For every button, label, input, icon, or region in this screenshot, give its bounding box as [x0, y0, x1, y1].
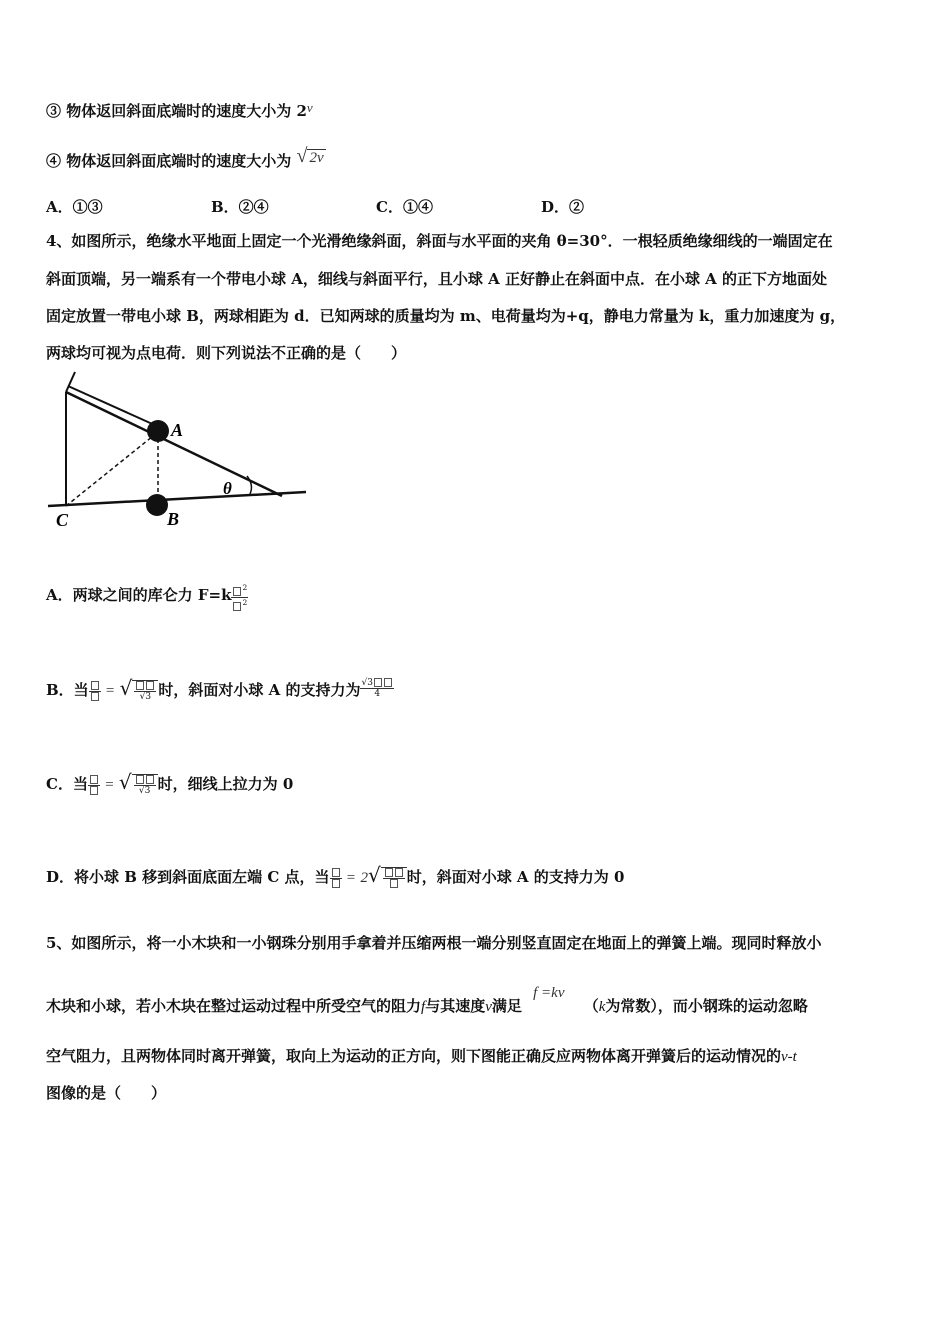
dashed-ca	[66, 432, 158, 506]
q4-figure	[40, 370, 310, 535]
sqrt-icon: √	[368, 863, 407, 889]
label-theta: θ	[223, 479, 232, 498]
q5-line-3: 空气阻力，且两物体同时离开弹簧，取向上为运动的正方向，则下图能正确反应两物体离开弹簧后的运动情况的v-t	[46, 1047, 797, 1065]
q3-choice-c[interactable]: C．①④	[376, 198, 433, 216]
fraction-icon	[89, 681, 101, 702]
q4-line-4: 两球均可视为点电荷．则下列说法不正确的是（ ）	[46, 344, 407, 362]
sqrt-icon: √ √3	[120, 676, 159, 702]
thread	[68, 386, 159, 427]
ball-b	[146, 494, 168, 516]
q4-line-3: 固定放置一带电小球 B，两球相距为 d．已知两球的质量均为 m、电荷量均为+q，静电力常量为 k，重力加速度为 g，	[46, 307, 846, 325]
q3-choice-a[interactable]: A．①③	[46, 198, 103, 216]
ground-line	[48, 492, 306, 506]
q3-choice-b[interactable]: B．②④	[211, 198, 269, 216]
fraction-icon: $\frac{^2}{^2}$	[231, 583, 248, 612]
ball-a	[147, 420, 169, 442]
q4-line-1: 4、如图所示，绝缘水平地面上固定一个光滑绝缘斜面，斜面与水平面的夹角 θ=30°．一根轻质绝缘细线的一端固定在	[46, 232, 833, 250]
q3-choice-d[interactable]: D．②	[541, 198, 585, 216]
q4-option-b[interactable]: B．当 = √ √3 时，斜面对小球 A 的支持力为 $\frac{√3}{4}$	[46, 676, 394, 702]
sqrt-2v: √ 2v	[296, 145, 324, 167]
fraction-icon	[88, 775, 100, 796]
q5-line-2: 木块和小球，若小木块在整过运动过程中所受空气的阻力f与其速度v满足 f =kv （k为常数），而小钢珠的运动忽略	[46, 985, 808, 1015]
q5-line-4: 图像的是（ ）	[46, 1084, 167, 1102]
label-c: C	[56, 510, 69, 530]
q4-option-a[interactable]: A．两球之间的库仑力 F=k $\frac{^2}{^2}$	[46, 583, 248, 612]
label-b: B	[167, 509, 180, 529]
fraction-icon: $\frac{√3}{4}$	[360, 678, 393, 699]
fraction-icon	[330, 868, 342, 889]
q4-line-2: 斜面顶端，另一端系有一个带电小球 A，细线与斜面平行，且小球 A 正好静止在斜面中点．在小球 A 的正下方地面处	[46, 270, 828, 288]
q5-line-1: 5、如图所示，将一小木块和一小钢珠分别用手拿着并压缩两根一端分别竖直固定在地面上的弹簧上端。现同时释放小	[46, 934, 822, 952]
q4-option-c[interactable]: C．当 = √ √3 时，细线上拉力为 0	[46, 770, 294, 796]
q3-item4: ④ 物体返回斜面底端时的速度大小为 √ 2v	[46, 145, 324, 170]
label-a: A	[171, 420, 184, 440]
q4-option-d[interactable]: D．将小球 B 移到斜面底面左端 C 点，当 = 2√ 时，斜面对小球 A 的支持力为 0	[46, 863, 625, 887]
sqrt-icon: √ √3	[119, 770, 158, 796]
q3-item3: ③ 物体返回斜面底端时的速度大小为 2v	[46, 100, 313, 120]
